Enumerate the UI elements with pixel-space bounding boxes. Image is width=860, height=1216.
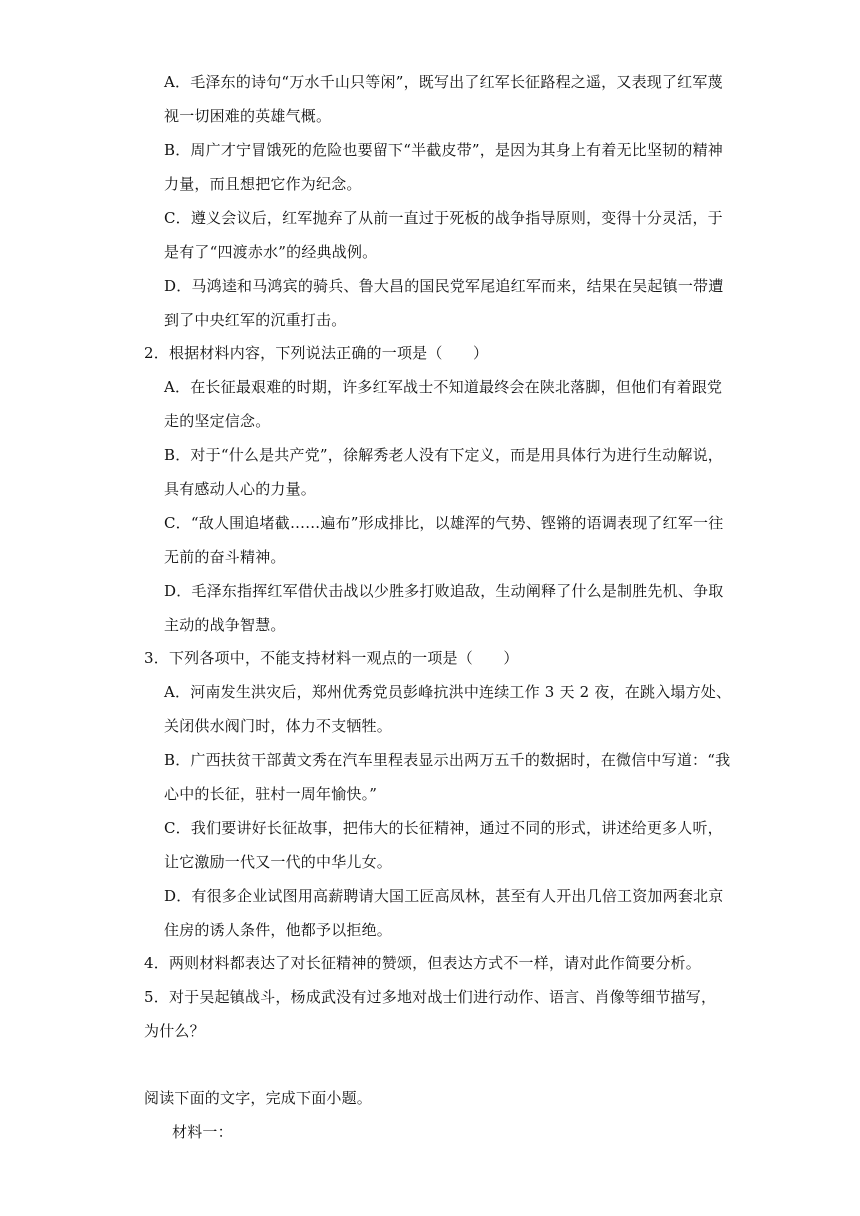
q1-option-d-line2: 到了中央红军的沉重打击。 bbox=[164, 311, 347, 329]
reading-instruction: 阅读下面的文字，完成下面小题。 bbox=[144, 1089, 373, 1107]
q1-option-b-line2: 力量，而且想把它作为纪念。 bbox=[164, 175, 362, 193]
q1-option-a-line2: 视一切困难的英雄气概。 bbox=[164, 107, 332, 125]
q3-option-b-line2: 心中的长征，驻村一周年愉快。” bbox=[164, 785, 378, 803]
question-5-line1: 5．对于吴起镇战斗，杨成武没有过多地对战士们进行动作、语言、肖像等细节描写， bbox=[144, 988, 717, 1006]
q1-option-a-line1: A．毛泽东的诗句“万水千山只等闲”，既写出了红军长征路程之遥，又表现了红军蔑 bbox=[164, 73, 723, 91]
q2-option-b-line2: 具有感动人心的力量。 bbox=[164, 480, 317, 498]
q2-option-a-line1: A．在长征最艰难的时期，许多红军战士不知道最终会在陕北落脚，但他们有着跟党 bbox=[164, 378, 723, 396]
q3-option-c-line2: 让它激励一代又一代的中华儿女。 bbox=[164, 853, 393, 871]
q2-option-c-line1: C．“敌人围追堵截……遍布”形成排比，以雄浑的气势、铿锵的语调表现了红军一往 bbox=[164, 514, 724, 532]
q1-option-c-line1: C．遵义会议后，红军抛弃了从前一直过于死板的战争指导原则，变得十分灵活，于 bbox=[164, 209, 723, 227]
question-2-stem: 2．根据材料内容，下列说法正确的一项是（ ） bbox=[144, 344, 489, 362]
q2-option-d-line2: 主动的战争智慧。 bbox=[164, 616, 286, 634]
q3-option-b-line1: B．广西扶贫干部黄文秀在汽车里程表显示出两万五千的数据时，在微信中写道：“我 bbox=[164, 751, 731, 769]
q1-option-d-line1: D．马鸿逵和马鸿宾的骑兵、鲁大昌的国民党军尾追红军而来，结果在吴起镇一带遭 bbox=[164, 277, 724, 295]
q3-option-d-line1: D．有很多企业试图用高薪聘请大国工匠高凤林，甚至有人开出几倍工资加两套北京 bbox=[164, 887, 724, 905]
question-4: 4．两则材料都表达了对长征精神的赞颂，但表达方式不一样，请对此作简要分析。 bbox=[144, 954, 701, 972]
q1-option-c-line2: 是有了“四渡赤水”的经典战例。 bbox=[164, 243, 378, 261]
question-3-stem: 3．下列各项中，不能支持材料一观点的一项是（ ） bbox=[144, 649, 519, 667]
q3-option-c-line1: C．我们要讲好长征故事，把伟大的长征精神，通过不同的形式，讲述给更多人听， bbox=[164, 819, 723, 837]
q2-option-a-line2: 走的坚定信念。 bbox=[164, 412, 271, 430]
q3-option-d-line2: 住房的诱人条件，他都予以拒绝。 bbox=[164, 921, 393, 939]
q1-option-b-line1: B．周广才宁冒饿死的危险也要留下“半截皮带”，是因为其身上有着无比坚韧的精神 bbox=[164, 141, 723, 159]
material-one-label: 材料一： bbox=[172, 1123, 233, 1141]
q2-option-c-line2: 无前的奋斗精神。 bbox=[164, 548, 286, 566]
question-5-line2: 为什么？ bbox=[144, 1022, 205, 1040]
q2-option-d-line1: D．毛泽东指挥红军借伏击战以少胜多打败追敌，生动阐释了什么是制胜先机、争取 bbox=[164, 582, 724, 600]
q3-option-a-line1: A．河南发生洪灾后，郑州优秀党员彭峰抗洪中连续工作 3 天 2 夜，在跳入塌方处、 bbox=[164, 683, 732, 701]
q3-option-a-line2: 关闭供水阀门时，体力不支牺牲。 bbox=[164, 717, 393, 735]
q2-option-b-line1: B．对于“什么是共产党”，徐解秀老人没有下定义，而是用具体行为进行生动解说， bbox=[164, 446, 723, 464]
